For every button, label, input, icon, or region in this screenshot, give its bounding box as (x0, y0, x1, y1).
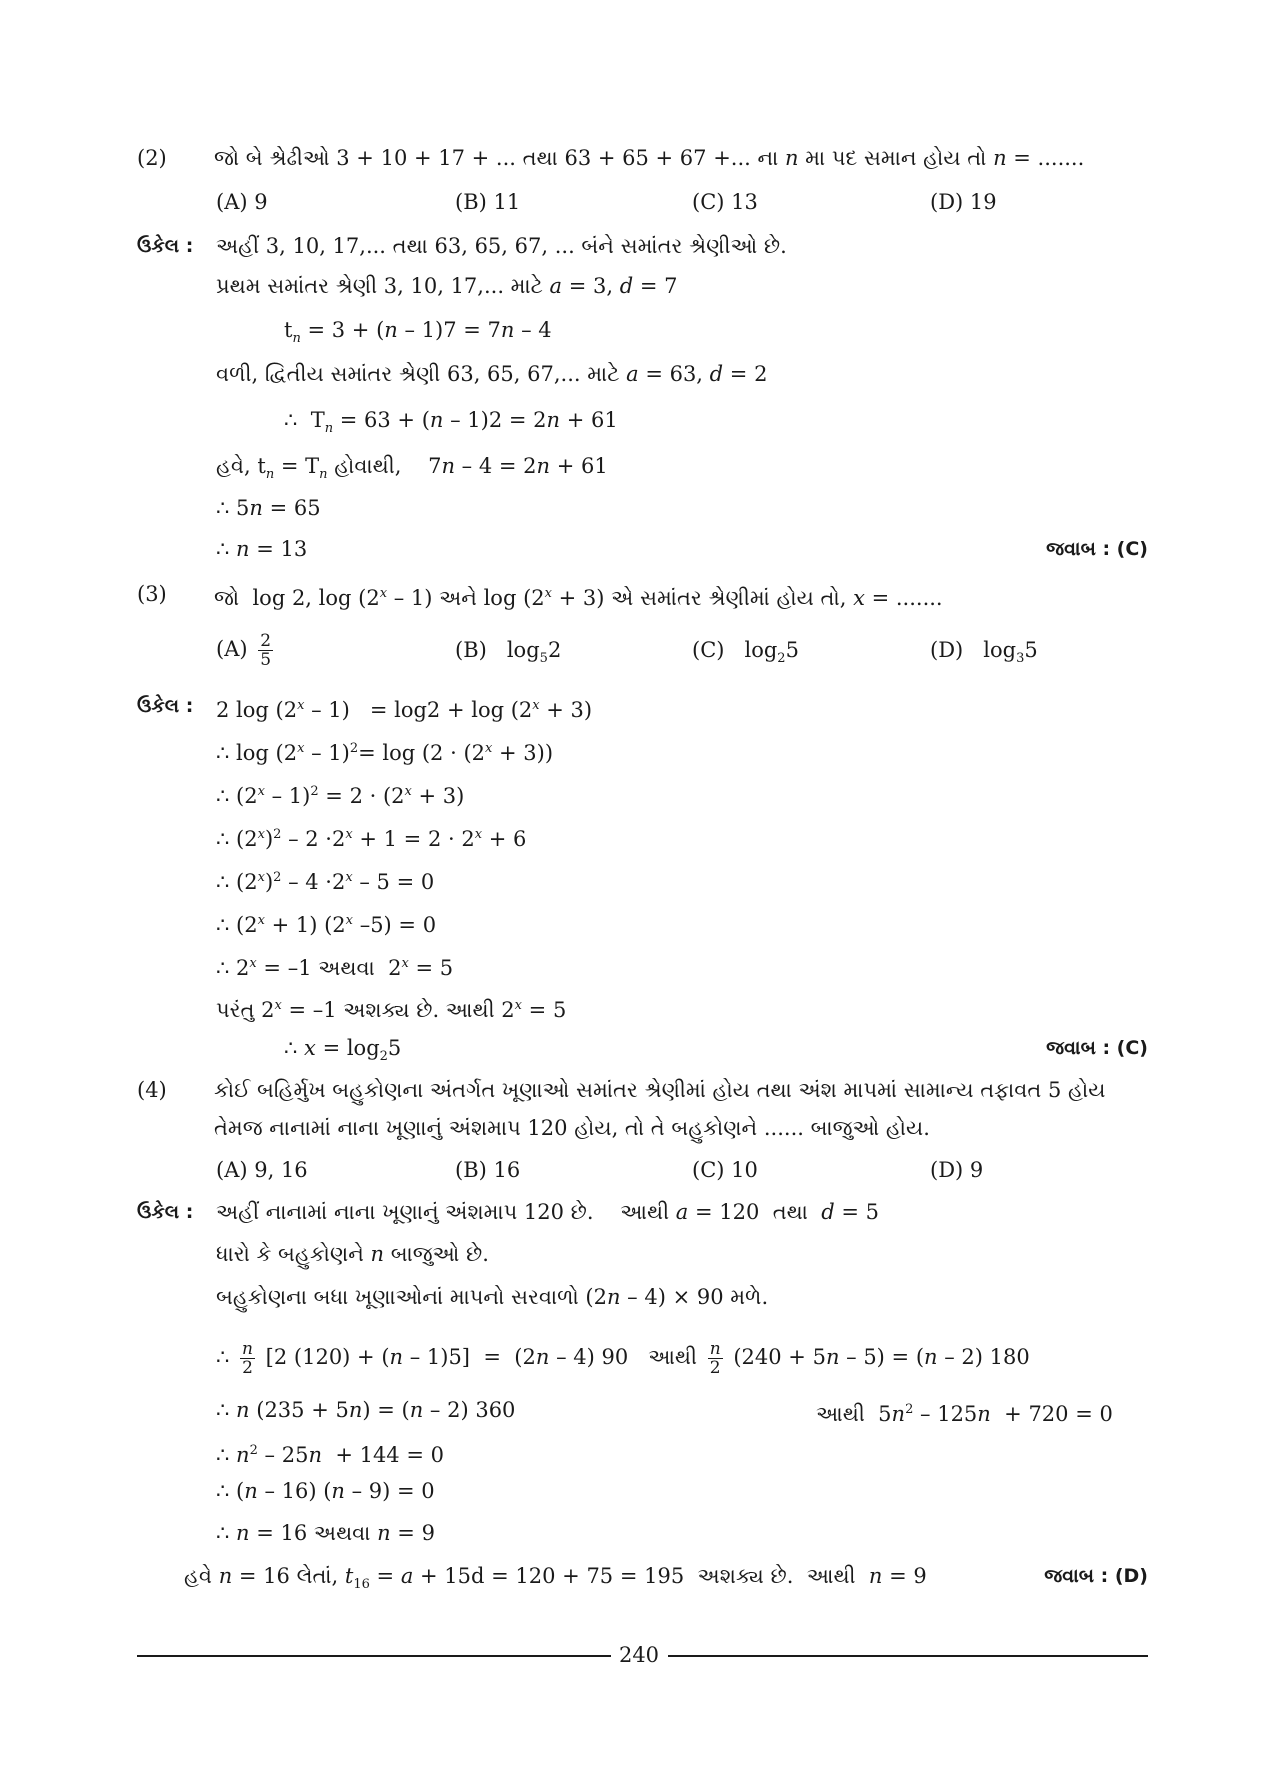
q3-step-3: ∴ $(2^x - 1)^2 = 2 \cdot (2^x + 3)$ (216, 784, 465, 808)
q2-question: જો બે શ્રેઢીઓ 3 + 10 + 17 + ... તથા 63 + 65 + 67 +... ના n મા પદ સમાન હોય તો n = ....... (214, 146, 1085, 170)
footer-rule-right (668, 1655, 1148, 1657)
q3-option-c: (C) $\log_25$ (692, 638, 799, 667)
q4-number: (4) (137, 1078, 167, 1102)
q3-step-6: ∴ $(2^x + 1)$ (2$^x$ –5) = 0 (216, 913, 437, 937)
q2-step-1: અહીં 3, 10, 17,... તથા 63, 65, 67, ... બંને સમાંતર શ્રેણીઓ છે. (216, 234, 787, 258)
q2-option-d: (D) 19 (930, 190, 997, 214)
q3-number: (3) (137, 582, 167, 606)
q2-answer: જવાબ : (C) (1046, 538, 1148, 560)
q4-solution-label: ઉકેલ : (137, 1201, 194, 1223)
q3-question: જો log 2, log (2$^x$ – 1) અને $\log (2^x + 3)$ એ સમાંતર શ્રેણીમાં હોય તો, x = ....... (214, 586, 943, 610)
q4-frac-n-over-2: $\frac{n}{2}$ (242, 1339, 253, 1378)
q2-option-c: (C) 13 (692, 190, 758, 214)
q3-step-4: ∴ $(2^x)^2 - 2 \cdot 2^x + 1 = 2 \cdot 2^x + 6$ (216, 827, 527, 851)
q2-step-4: વળી, દ્વિતીય સમાંતર શ્રેણી 63, 65, 67,... માટે a = 63, d = 2 (216, 362, 768, 386)
q4-question-line2: તેમજ નાનામાં નાના ખૂણાનું અંશમાપ 120 હોય, તો તે બહુકોણને ...... બાજુઓ હોય. (214, 1116, 930, 1140)
q3-option-b: (B) $\log_52$ (455, 638, 562, 667)
q3-step-1: 2 $\log (2^x - 1) = \log 2 + \log (2^x + 3)$ (216, 698, 593, 722)
q2-step-3: $t_n = 3 + (n - 1)7 = 7n - 4$ (284, 318, 552, 347)
q4-option-c: (C) 10 (692, 1158, 758, 1182)
q2-number: (2) (137, 146, 167, 170)
q2-step-8: ∴ n = 13 (216, 537, 308, 561)
q2-step-7: ∴ 5n = 65 (216, 496, 321, 520)
page-number: 240 (618, 1643, 660, 1667)
q4-step-5: ∴ n (235 + 5n) = (n – 2) 360 (216, 1398, 516, 1422)
q2-step-2: પ્રથમ સમાંતર શ્રેણી 3, 10, 17,... માટે a = 3, d = 7 (216, 274, 678, 298)
q2-option-b: (B) 11 (455, 190, 521, 214)
q4-step-4: ∴ $\frac{n}{2}$ [2 (120) + (n – 1)5] = (2n – 4) 90 આથી $\frac{n}{2}$ (240 + 5n – 5) = (n – 2) 180 (216, 1339, 1030, 1378)
q3-solution-label: ઉકેલ : (137, 695, 194, 717)
q4-question-line1: કોઈ બહિર્મુખ બહુકોણના અંતર્ગત ખૂણાઓ સમાંતર શ્રેણીમાં હોય તથા અંશ માપમાં સામાન્ય તફાવત 5 હોય (214, 1078, 1106, 1102)
q3-step-9: ∴ $x = \log_25$ (284, 1036, 402, 1065)
q4-step-7: ∴ $n^2 - 25n + 144 = 0$ (216, 1443, 444, 1467)
q4-option-b: (B) 16 (455, 1158, 521, 1182)
q4-step-6: આથી $5n^2 - 125n + 720 = 0$ (816, 1402, 1113, 1426)
q2-step-6: હવે, $t_n = T_n$ હોવાથી, 7n – 4 = 2n + 61 (216, 454, 608, 483)
q4-frac-n-over-2-b: $\frac{n}{2}$ (709, 1339, 721, 1378)
q3-step-7: ∴ $2^x = -1$ અથવા $2^x = 5$ (216, 956, 454, 980)
q4-step-3: બહુકોણના બધા ખૂણાઓનાં માપનો સરવાળો (2n – 4) × 90 મળે. (216, 1285, 769, 1309)
footer-rule-left (137, 1655, 611, 1657)
q4-step-2: ધારો કે બહુકોણને n બાજુઓ છે. (216, 1242, 489, 1266)
q3-option-d: (D) $\log_35$ (930, 638, 1038, 667)
q4-answer: જવાબ : (D) (1044, 1565, 1148, 1587)
q3-option-a-fraction: $\frac{2}{5}$ (260, 631, 272, 670)
q4-step-10: હવે n = 16 લેતાં, $t_{16} = a + 15d = 120 + 75 = 195$ અશક્ય છે. આથી n = 9 (184, 1564, 927, 1593)
q2-solution-label: ઉકેલ : (137, 235, 194, 257)
q4-step-1: અહીં નાનામાં નાના ખૂણાનું અંશમાપ 120 છે. આથી a = 120 તથા d = 5 (216, 1200, 879, 1224)
q4-step-9: ∴ n = 16 અથવા n = 9 (216, 1521, 435, 1545)
q2-step-5: ∴ $T_n = 63 + (n - 1)2 = 2n + 61$ (284, 408, 618, 437)
q4-option-d: (D) 9 (930, 1158, 984, 1182)
q3-answer: જવાબ : (C) (1046, 1037, 1148, 1059)
q3-step-8: પરંતુ $2^x = -1$ અશક્ય છે. આથી $2^x = 5$ (216, 998, 567, 1022)
q2-option-a: (A) 9 (216, 190, 268, 214)
q3-option-a: (A) $\frac{2}{5}$ (216, 631, 272, 670)
q4-option-a: (A) 9, 16 (216, 1158, 308, 1182)
q3-step-2: ∴ $\log (2^x - 1)^2= \log (2 \cdot (2^x + 3))$ (216, 741, 554, 765)
q3-step-5: ∴ $(2^x)^2 - 4 \cdot 2^x - 5 = 0$ (216, 870, 435, 894)
q4-step-8: ∴ (n – 16) (n – 9) = 0 (216, 1479, 435, 1503)
